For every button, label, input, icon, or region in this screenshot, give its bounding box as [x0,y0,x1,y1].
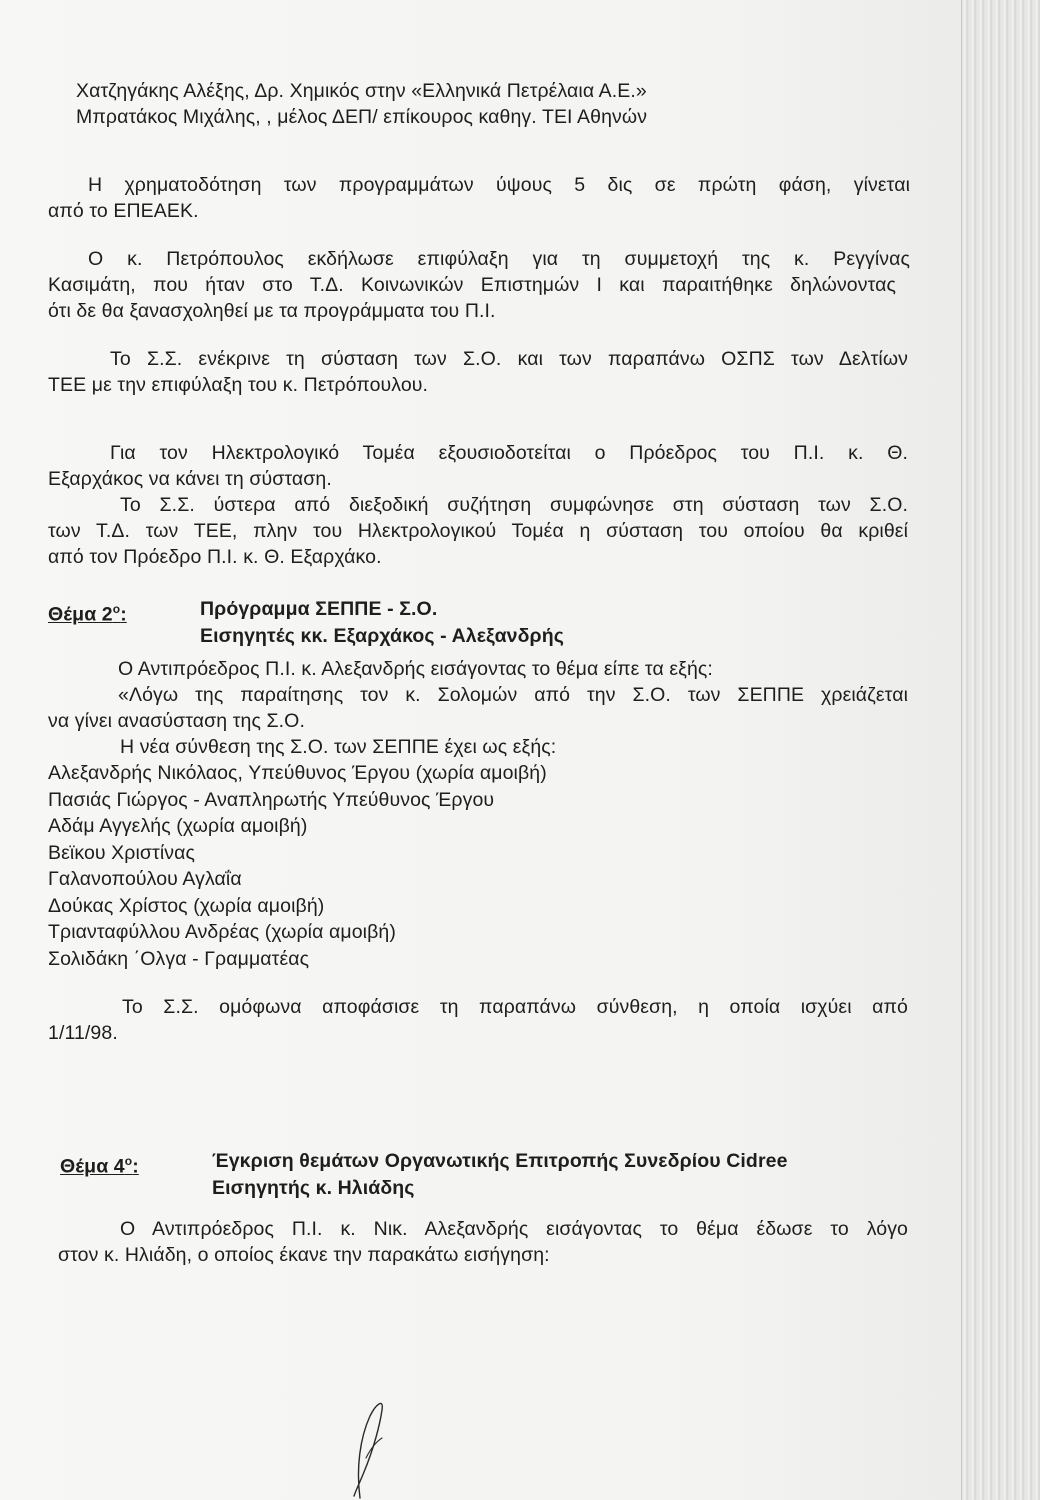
topic-4-line-2: στον κ. Ηλιάδη, ο οποίος έκανε την παρακάτω εισήγηση: [58,1244,550,1266]
decision-line-1: Το Σ.Σ. ομόφωνα αποφάσισε τη παραπάνω σύνθεση, η οποία ισχύει από [122,996,908,1018]
topic-2-new-composition: Η νέα σύνθεση της Σ.Ο. των ΣΕΠΠΕ έχει ως εξής: [120,736,557,758]
members-list [48,760,910,972]
topic-2-body [48,656,910,760]
topic-2-quote-line-2: να γίνει ανασύσταση της Σ.Ο. [48,710,305,732]
binder-edge [961,0,1040,1500]
document-body [48,78,910,1268]
topic-2-title [200,596,564,650]
discussion-line-1: Το Σ.Σ. ύστερα από διεξοδική συζήτηση συμφώνησε στη σύσταση των Σ.Ο. [120,494,908,516]
topic-4-title-text: Έγκριση θεμάτων Οργανωτικής Επιτροπής Συνεδρίου Cidree [212,1150,788,1172]
reservation-line-2: Κασιμάτη, που ήταν στο Τ.Δ. Κοινωνικών Επιστημών Ι και παραιτήθηκε δηλώνοντας [48,274,896,296]
discussion-line-2: των Τ.Δ. των ΤΕΕ, πλην του Ηλεκτρολογικού Τομέα η σύσταση του οποίου θα κριθεί [48,520,908,542]
funding-line-2: από το ΕΠΕΑΕΚ. [48,200,199,222]
reservation-paragraph [48,246,910,324]
topic-2-intro: Ο Αντιπρόεδρος Π.Ι. κ. Αλεξανδρής εισάγοντας το θέμα είπε τα εξής: [118,658,713,680]
discussion-line-3: από τον Πρόεδρο Π.Ι. κ. Θ. Εξαρχάκο. [48,546,382,568]
intro-line-1: Χατζηγάκης Αλέξης, Δρ. Χημικός στην «Ελληνικά Πετρέλαια Α.Ε.» [76,80,647,102]
topic-4-title [212,1148,788,1202]
approval-line-1: Το Σ.Σ. ενέκρινε τη σύσταση των Σ.Ο. και των παραπάνω ΟΣΠΣ των Δελτίων [110,348,908,370]
topic-4-label: Θέμα $4^o$: [60,1154,139,1178]
topic-4-body [48,1216,910,1268]
member-item: Τριανταφύλλου Ανδρέας (χωρία αμοιβή) [48,921,396,943]
member-item: Αδάμ Αγγελής (χωρία αμοιβή) [48,815,308,837]
electrical-line-2: Εξαρχάκος να κάνει τη σύσταση. [48,468,332,490]
funding-line-1: Η χρηματοδότηση των προγραμμάτων ύψους 5 δις σε πρώτη φάση, γίνεται [88,174,910,196]
handwritten-signature [330,1398,400,1500]
electrical-line-1: Για τον Ηλεκτρολογικό Τομέα εξουσιοδοτείται ο Πρόεδρος του Π.Ι. κ. Θ. [110,442,908,464]
member-item: Αλεξανδρής Νικόλαος, Υπεύθυνος Έργου (χωρία αμοιβή) [48,762,547,784]
funding-paragraph [48,172,910,224]
topic-2-title-text: Πρόγραμμα ΣΕΠΠΕ - Σ.Ο. [200,598,438,620]
member-item: Σολιδάκη ΄Ολγα - Γραμματέας [48,947,310,970]
intro-block [48,78,910,130]
reservation-line-1: Ο κ. Πετρόπουλος εκδήλωσε επιφύλαξη για τη συμμετοχή της κ. Ρεγγίνας [88,248,910,270]
topic-2-heading [48,596,910,650]
discussion-paragraph [48,492,910,570]
member-item: Δούκας Χρίστος (χωρία αμοιβή) [48,894,325,917]
approval-paragraph [48,346,910,398]
topic-4-line-1: Ο Αντιπρόεδρος Π.Ι. κ. Νικ. Αλεξανδρής εισάγοντας το θέμα έδωσε το λόγο [120,1218,908,1240]
topic-2-quote-line-1: «Λόγω της παραίτησης τον κ. Σολομών από την Σ.Ο. των ΣΕΠΠΕ χρειάζεται [118,684,908,706]
member-item: Βεϊκου Χριστίνας [48,841,195,864]
topic-4-heading [60,1148,922,1202]
decision-line-2: 1/11/98. [48,1022,118,1044]
approval-line-2: ΤΕΕ με την επιφύλαξη του κ. Πετρόπουλου. [48,374,429,396]
member-item: Πασιάς Γιώργος - Αναπληρωτής Υπεύθυνος Έργου [48,788,495,811]
topic-2-rapporteurs: Εισηγητές κκ. Εξαρχάκος - Αλεξανδρής [200,625,564,647]
topic-4-rapporteur: Εισηγητής κ. Ηλιάδης [212,1177,415,1199]
decision-paragraph [48,994,910,1046]
electrical-paragraph [48,440,910,492]
member-item: Γαλανοπούλου Αγλαΐα [48,868,242,890]
topic-2-label: Θέμα $2^o$: [48,602,127,626]
intro-line-2: Μπρατάκος Μιχάλης, , μέλος ΔΕΠ/ επίκουρος καθηγ. ΤΕΙ Αθηνών [76,106,648,128]
reservation-line-3: ότι δε θα ξανασχοληθεί με τα προγράμματα του Π.Ι. [48,300,496,322]
